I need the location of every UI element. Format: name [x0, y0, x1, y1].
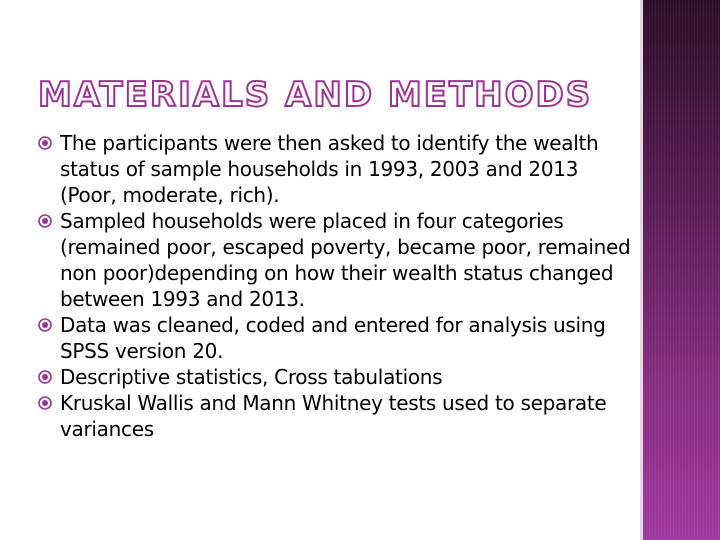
bullet-text: Data was cleaned, coded and entered for analysis using SPSS version 20. — [60, 313, 606, 363]
side-panel-texture — [643, 0, 720, 540]
bullet-item — [38, 364, 633, 390]
bullet-text: The participants were then asked to identify the wealth status of sample households in 1993, 2003 and 2013 (Poor, moderate, rich). — [60, 131, 599, 207]
bullet-item — [38, 390, 633, 442]
target-circle-icon — [38, 318, 52, 332]
decorative-side-panel — [643, 0, 720, 540]
target-circle-icon — [38, 214, 52, 228]
bullet-item — [38, 130, 633, 208]
target-circle-icon — [38, 136, 52, 150]
slide-title: MATERIALS AND METHODS — [38, 75, 593, 115]
bullet-item — [38, 208, 633, 312]
target-circle-icon — [38, 396, 52, 410]
target-circle-icon — [38, 370, 52, 384]
bullet-text: Sampled households were placed in four categories (remained poor, escaped poverty, became poor, remained non poor)depending on how their wealth status changed between 1993 and 2013. — [60, 209, 631, 311]
bullet-text: Kruskal Wallis and Mann Whitney tests used to separate variances — [60, 391, 607, 441]
bullet-item — [38, 312, 633, 364]
bullet-list — [38, 130, 633, 442]
bullet-text: Descriptive statistics, Cross tabulations — [60, 365, 443, 389]
